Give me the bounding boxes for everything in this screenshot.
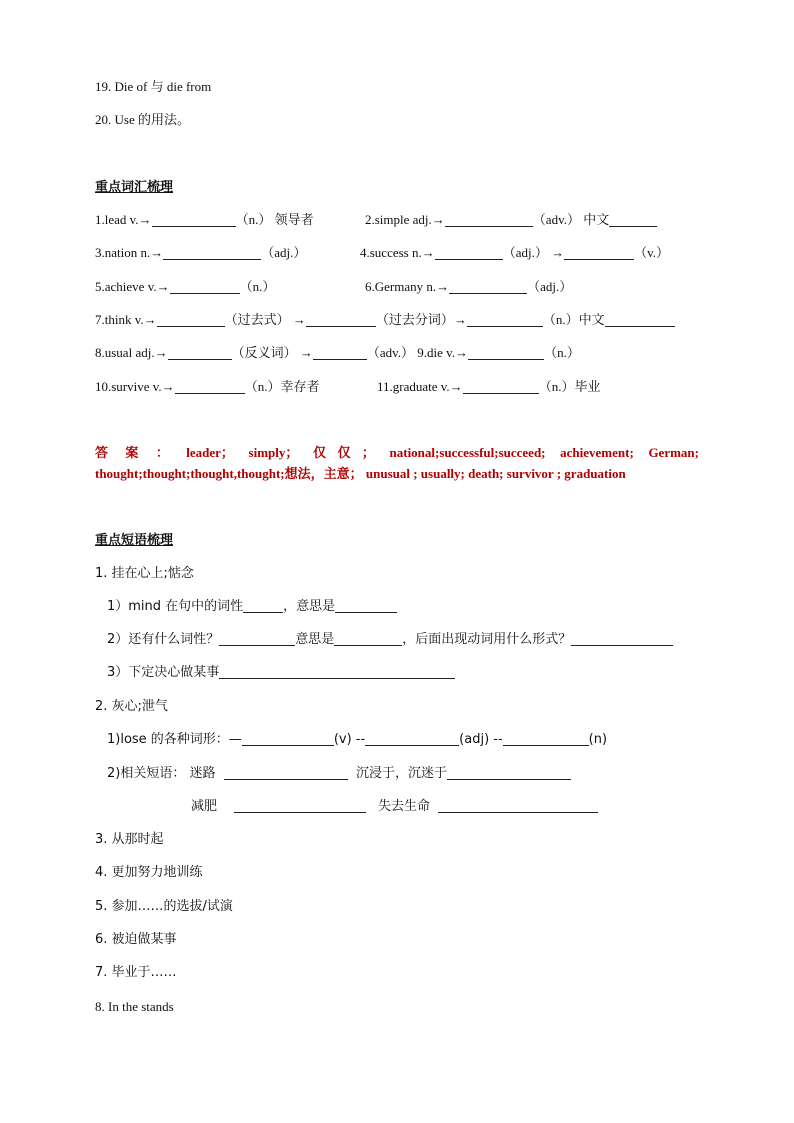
blank-unusual[interactable]	[168, 345, 232, 360]
blank-german[interactable]	[449, 279, 527, 294]
vocab-row-3b: 6.Germany n.→ （adj.）	[365, 279, 573, 294]
blank-lose-weight[interactable]	[234, 798, 366, 813]
blank-death[interactable]	[468, 345, 544, 360]
phrase-7: 7. 毕业于……	[95, 965, 177, 980]
blank-simply-cn[interactable]	[609, 212, 657, 227]
vocab-heading: 重点词汇梳理	[95, 179, 174, 194]
vocab-row-2b: 4.success n.→ （adj.） → （v.）	[360, 245, 670, 260]
phrase-4: 4. 更加努力地训练	[95, 865, 203, 880]
blank-other-pos[interactable]	[219, 631, 295, 646]
vocab-row-4: 7.think v.→ （过去式） → （过去分词）→ （n.）中文	[95, 311, 675, 329]
blank-usually[interactable]	[313, 345, 367, 360]
vocab-row-5: 8.usual adj.→ （反义词） → （adv.） 9.die v.→ （n.）	[95, 345, 580, 360]
answer-block	[95, 443, 699, 484]
phrases-heading: 重点短语梳理	[95, 532, 174, 547]
phrase-1b: 2）还有什么词性？ 意思是 ，后面出现动词用什么形式？	[107, 631, 673, 649]
blank-lose-life[interactable]	[438, 798, 598, 813]
blank-survivor[interactable]	[175, 379, 245, 394]
answer-label: 答案：	[95, 446, 187, 461]
item-19: 19. Die of 与 die from	[95, 79, 212, 94]
phrase-3: 3. 从那时起	[95, 832, 164, 847]
phrase-1a: 1）mind 在句中的词性 ，意思是	[107, 598, 397, 616]
blank-mind-pos[interactable]	[243, 598, 283, 613]
vocab-row-3a: 5.achieve v.→ （n.）	[95, 279, 276, 294]
blank-thought-pp[interactable]	[306, 312, 376, 327]
vocab-row-6a: 10.survive v.→ （n.）幸存者	[95, 379, 320, 394]
vocab-row-1a: 1.lead v.→ （n.） 领导者	[95, 212, 314, 227]
item-20: 20. Use 的用法。	[95, 112, 190, 127]
phrase-2c: 减肥 失去生命	[191, 798, 598, 816]
blank-thought-cn[interactable]	[605, 312, 675, 327]
blank-lose-adj[interactable]	[365, 731, 459, 746]
answer-text: leader； simply； 仅仅； national;successful;succeed; achievement; German; thought;thought;thought,thought;想法，主意； unusual ; usually; death; survivor ; graduation	[95, 445, 699, 481]
phrase-5: 5. 参加……的选拔/试演	[95, 899, 233, 914]
phrase-1: 1. 挂在心上;惦念	[95, 566, 194, 581]
phrase-8: 8. In the stands	[95, 999, 174, 1014]
blank-succeed[interactable]	[564, 245, 634, 260]
blank-thought-n[interactable]	[467, 312, 543, 327]
blank-be-lost-in[interactable]	[447, 765, 571, 780]
blank-other-meaning[interactable]	[334, 631, 402, 646]
blank-lose-n[interactable]	[503, 731, 589, 746]
phrase-1c: 3）下定决心做某事	[107, 664, 455, 682]
blank-thought-past[interactable]	[157, 312, 225, 327]
phrase-2a: 1)lose 的各种词形：— (v) -- (adj) -- (n)	[107, 732, 608, 747]
blank-get-lost[interactable]	[224, 765, 348, 780]
vocab-row-1b: 2.simple adj.→ （adv.） 中文	[365, 211, 657, 229]
blank-national[interactable]	[163, 245, 261, 260]
blank-mind-meaning[interactable]	[335, 598, 397, 613]
blank-verb-form[interactable]	[571, 631, 673, 646]
blank-make-up-mind[interactable]	[219, 664, 455, 679]
blank-lose-v[interactable]	[242, 731, 334, 746]
vocab-row-6b: 11.graduate v.→ （n.）毕业	[377, 379, 601, 394]
blank-successful[interactable]	[435, 245, 503, 260]
phrase-6: 6. 被迫做某事	[95, 932, 177, 947]
blank-simply[interactable]	[445, 212, 533, 227]
vocab-row-2a: 3.nation n.→ （adj.）	[95, 245, 307, 260]
blank-achievement[interactable]	[170, 279, 240, 294]
blank-graduation[interactable]	[463, 379, 539, 394]
phrase-2b: 2)相关短语： 迷路 沉浸于，沉迷于	[107, 765, 571, 783]
phrase-2: 2. 灰心;泄气	[95, 699, 168, 714]
blank-leader[interactable]	[152, 212, 236, 227]
